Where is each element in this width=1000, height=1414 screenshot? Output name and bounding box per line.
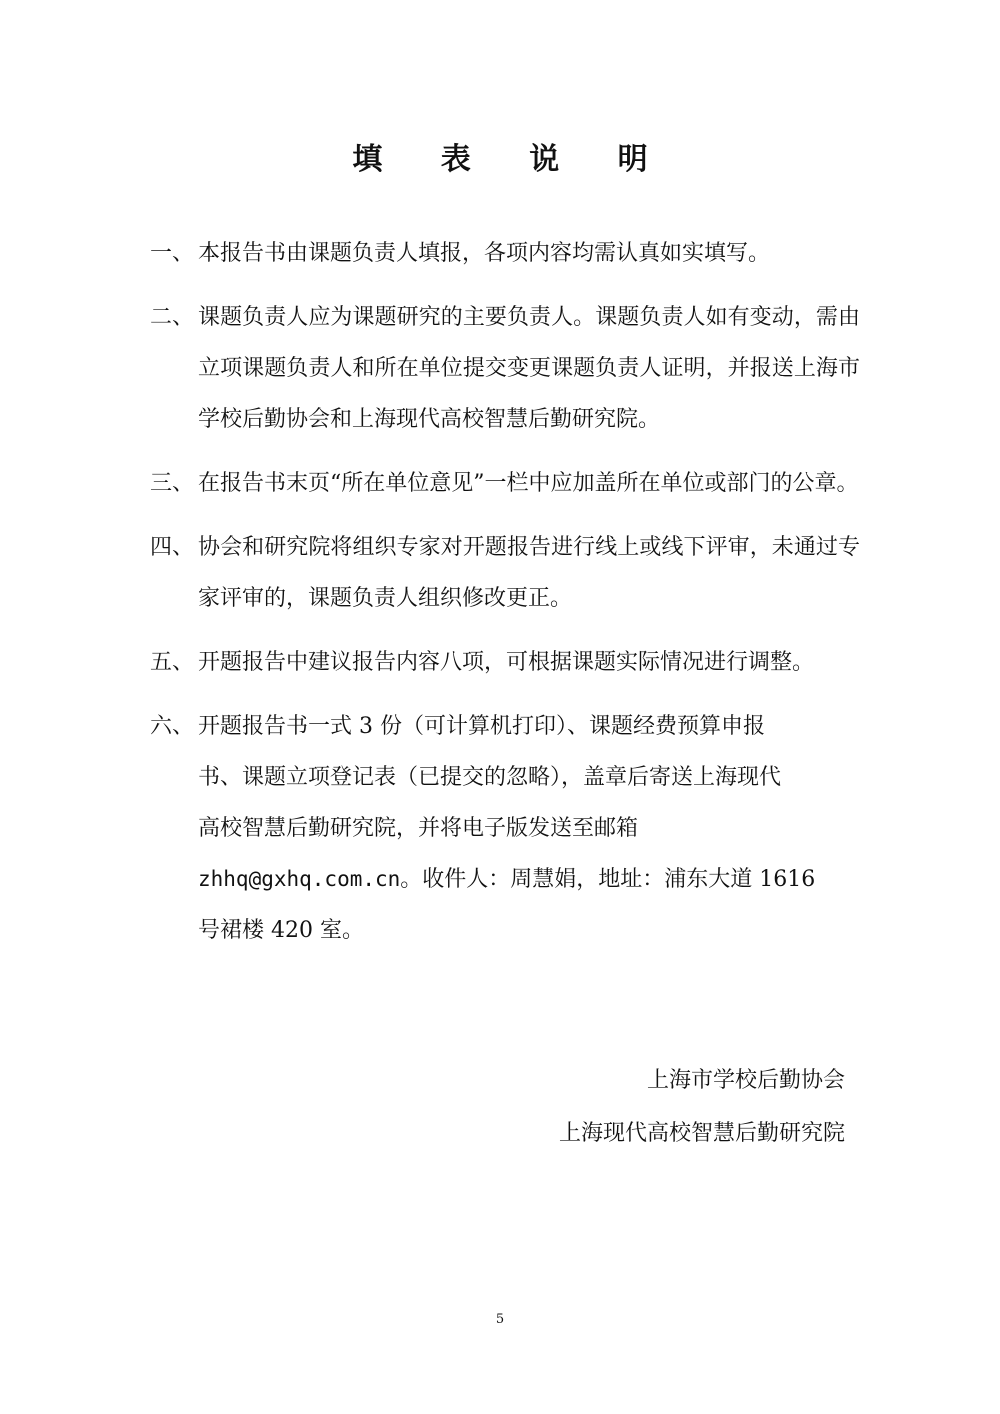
recipient-address: 。收件人：周慧娟，地址：浦东大道 1616 [400,867,816,892]
item-number: 五、 [150,650,195,675]
page-number: 5 [495,1312,505,1327]
item-line: 开题报告书一式 3 份（可计算机打印）、课题经费预算申报 [198,714,765,739]
item-line [198,854,860,905]
instruction-item-5 [150,637,860,688]
signature-org-association: 上海市学校后勤协会 [646,1068,845,1093]
signature-org-institute: 上海现代高校智慧后勤研究院 [558,1121,845,1146]
page-title: 填 表 说 明 [352,142,672,177]
instruction-list [150,228,860,969]
instruction-item-3 [150,458,860,509]
instruction-item-6 [150,701,860,956]
item-number: 一、 [150,241,195,266]
signature-block [559,1054,845,1160]
item-line: 高校智慧后勤研究院，并将电子版发送至邮箱 [198,816,639,841]
item-line: 号裙楼 420 室。 [198,918,364,943]
item-text: 协会和研究院将组织专家对开题报告进行线上或线下评审，未通过专家评审的，课题负责人组织修改更正。 [198,535,860,611]
item-text: 课题负责人应为课题研究的主要负责人。课题负责人如有变动，需由立项课题负责人和所在单位提交变更课题负责人证明，并报送上海市学校后勤协会和上海现代高校智慧后勤研究院。 [198,305,860,432]
instruction-item-4 [150,522,860,624]
item-number: 六、 [150,714,195,739]
item-line: 书、课题立项登记表（已提交的忽略），盖章后寄送上海现代 [198,765,782,790]
item-number: 三、 [150,471,195,496]
item-number: 二、 [150,305,195,330]
instruction-item-2 [150,292,860,445]
item-text: 本报告书由课题负责人填报，各项内容均需认真如实填写。 [198,241,771,266]
email-address: zhhq@gxhq.com.cn [198,867,401,891]
item-text: 在报告书末页“所在单位意见”一栏中应加盖所在单位或部门的公章。 [198,471,859,496]
instruction-item-1 [150,228,860,279]
item-text: 开题报告中建议报告内容八项，可根据课题实际情况进行调整。 [198,650,815,675]
item-number: 四、 [150,535,195,560]
item-text [198,701,860,956]
